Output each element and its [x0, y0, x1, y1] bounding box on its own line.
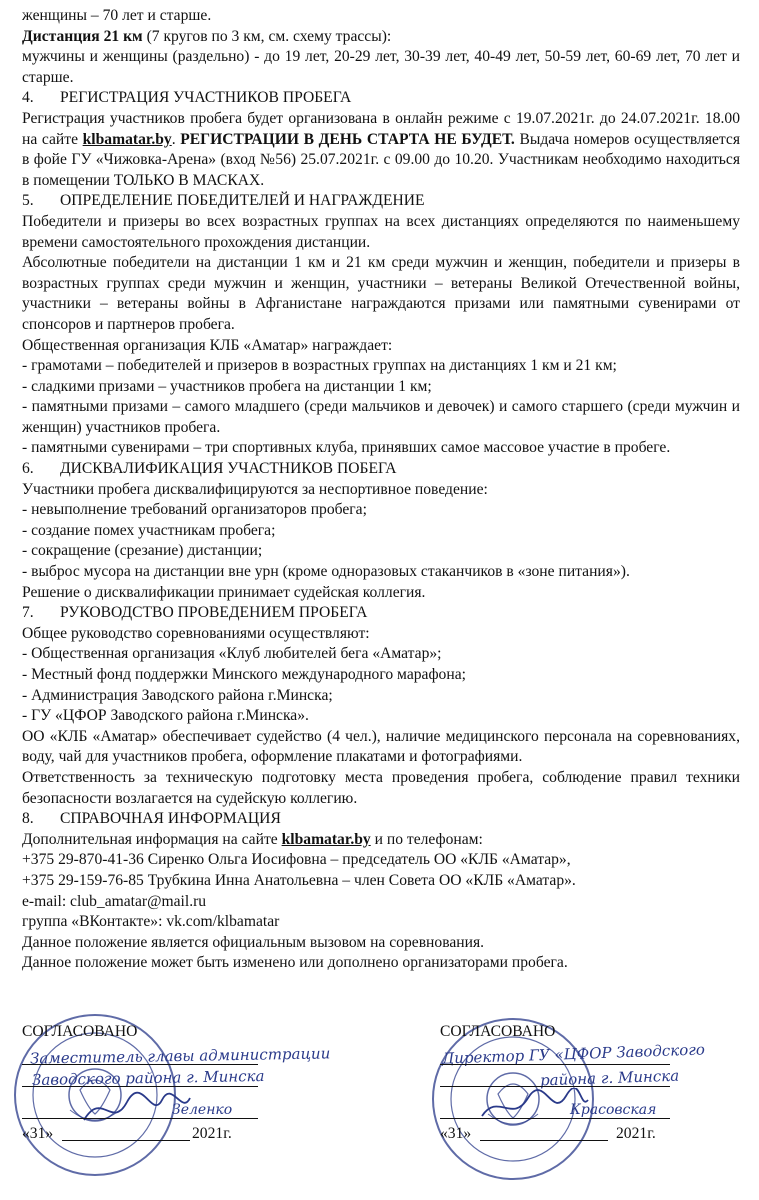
- section-title: ОПРЕДЕЛЕНИЕ ПОБЕДИТЕЛЕЙ И НАГРАЖДЕНИЕ: [60, 192, 425, 210]
- info-text-a: Дополнительная информация на сайте: [22, 830, 282, 848]
- handwritten-position: Директор ГУ «ЦФОР Заводского: [441, 1040, 706, 1068]
- section-title: ДИСКВАЛИФИКАЦИЯ УЧАСТНИКОВ ПОБЕГА: [60, 460, 397, 478]
- disqualification-list-item: - выброс мусора на дистанции вне урн (кроме одноразовых стаканчиков в «зоне питания»).: [22, 563, 630, 581]
- approval-date: [440, 1124, 740, 1145]
- disqualification-list-item: - сокращение (срезание) дистанции;: [22, 542, 263, 560]
- date-line: [62, 1140, 190, 1141]
- approval-title: СОГЛАСОВАНО: [440, 1023, 556, 1040]
- signature-line: [22, 1118, 258, 1119]
- organizer-list-item: - ГУ «ЦФОР Заводского района г.Минска».: [22, 707, 309, 725]
- award-list-item: - грамотами – победителей и призеров в возрастных группах на дистанциях 1 км и 21 км;: [22, 357, 617, 375]
- section-number: 7.: [22, 604, 34, 622]
- handwritten-surname: Красовская: [570, 1102, 657, 1118]
- section-number: 5.: [22, 192, 34, 210]
- section-heading-8: [22, 809, 740, 830]
- signature-block: [22, 1022, 740, 1192]
- vk-line: группа «ВКонтакте»: vk.com/klbamatar: [22, 913, 280, 931]
- disqualification-list-item: - создание помех участникам пробега;: [22, 521, 276, 539]
- disqualification-list-item: - невыполнение требований организаторов пробега;: [22, 501, 367, 519]
- organizer-list-item: - Общественная организация «Клуб любителей бега «Аматар»;: [22, 645, 442, 663]
- section-title: РЕГИСТРАЦИЯ УЧАСТНИКОВ ПРОБЕГА: [60, 89, 352, 107]
- final-note-2: Данное положение может быть изменено или дополнено организаторами пробега.: [22, 954, 568, 972]
- winners-paragraph-2: Абсолютные победители на дистанции 1 км и 21 км среди мужчин и женщин, победители и призеры в возрастных группах среди мужчин и женщин, участники – ветераны Великой Отечественной войны, участники – ветераны войны в Афганистане награждаются призами или памятными сувенирами от спонсоров и партнеров пробега.: [22, 254, 740, 333]
- signature-line: [440, 1118, 670, 1119]
- section-heading-5: [22, 191, 740, 212]
- signature-left: [22, 1022, 331, 1192]
- document-body: [22, 6, 740, 974]
- award-list-item: - памятными сувенирами – три спортивных клуба, принявших самое массовое участие в пробеге.: [22, 439, 671, 457]
- email-line: e-mail: club_amatar@mail.ru: [22, 892, 207, 910]
- registration-warning: РЕГИСТРАЦИИ В ДЕНЬ СТАРТА НЕ БУДЕТ.: [180, 130, 515, 148]
- organizer-list-item: - Администрация Заводского района г.Минска;: [22, 686, 333, 704]
- signature-line: [22, 1086, 258, 1087]
- section-title: СПРАВОЧНАЯ ИНФОРМАЦИЯ: [60, 810, 281, 828]
- winners-paragraph-1: Победители и призеры во всех возрастных группах на всех дистанциях определяются по наименьшему времени самостоятельного прохождения дистанции.: [22, 212, 740, 251]
- section-number: 4.: [22, 89, 34, 107]
- phone-line: +375 29-870-41-36 Сиренко Ольга Иосифовна – председатель ОО «КЛБ «Аматар»,: [22, 851, 571, 869]
- section-title: РУКОВОДСТВО ПРОВЕДЕНИЕМ ПРОБЕГА: [60, 604, 368, 622]
- phone-line: +375 29-159-76-85 Трубкина Инна Анатольевна – член Совета ОО «КЛБ «Аматар».: [22, 871, 576, 889]
- signature-line: [440, 1086, 670, 1087]
- disqualification-decision: Решение о дисквалификации принимает судейская коллегия.: [22, 583, 426, 601]
- site-link[interactable]: klbamatar.by: [82, 130, 172, 148]
- registration-text-a: Регистрация участников пробега будет организована в онлайн режиме с 19.07.2021г. до 24.07.2021г. 18.00 на сайте: [22, 109, 740, 148]
- section-number: 6.: [22, 460, 34, 478]
- distance-21-groups: мужчины и женщины (раздельно) - до 19 лет, 20-29 лет, 30-39 лет, 40-49 лет, 50-59 лет, 60-69 лет, 70 лет и старше.: [22, 48, 740, 86]
- date-year: 2021г.: [616, 1125, 656, 1142]
- date-day: «31»: [440, 1125, 472, 1142]
- handwritten-surname: Зеленко: [172, 1102, 233, 1118]
- winners-paragraph-3: Общественная организация КЛБ «Аматар» награждает:: [22, 336, 393, 354]
- section-number: 8.: [22, 810, 34, 828]
- leadership-intro: Общее руководство соревнованиями осуществляют:: [22, 624, 370, 642]
- info-text-b: и по телефонам:: [370, 830, 483, 848]
- section-heading-6: [22, 459, 740, 480]
- registration-text: [22, 109, 740, 191]
- site-link[interactable]: klbamatar.by: [281, 830, 371, 848]
- registration-text-c: Выдача номеров осуществляется в фойе ГУ «Чижовка-Арена» (вход №56) 25.07.2021г. с 09.00 до 10.20. Участникам необходимо находиться в помещении ТОЛЬКО В МАСКАХ.: [22, 130, 741, 189]
- signature-line: [22, 1064, 258, 1065]
- signature-right: [440, 1022, 740, 1192]
- approval-title: СОГЛАСОВАНО: [22, 1023, 138, 1040]
- leadership-paragraph-2: ОО «КЛБ «Аматар» обеспечивает судейство (4 чел.), наличие медицинского персонала на соревнованиях, воду, чай для участников пробега, оформление плакатами и фотографиями.: [22, 727, 740, 766]
- organizer-list-item: - Местный фонд поддержки Минского международного марафона;: [22, 666, 466, 683]
- approval-date: [22, 1124, 322, 1145]
- handwritten-position: Заместитель главы администрации: [29, 1044, 331, 1068]
- signature-line: [440, 1064, 670, 1065]
- handwritten-district: Заводского района г. Минска: [31, 1066, 265, 1090]
- distance-21-note: (7 кругов по 3 км, см. схему трассы):: [142, 27, 392, 45]
- date-year: 2021г.: [192, 1125, 232, 1142]
- date-line: [480, 1140, 608, 1141]
- registration-text-b: .: [171, 130, 181, 148]
- award-list-item: - сладкими призами – участников пробега на дистанции 1 км;: [22, 377, 432, 395]
- section-heading-4: [22, 88, 740, 109]
- final-note-1: Данное положение является официальным вызовом на соревнования.: [22, 933, 485, 951]
- age-groups-tail: женщины – 70 лет и старше.: [22, 7, 212, 24]
- distance-21-heading: [22, 27, 740, 48]
- distance-21-bold: Дистанция 21 км: [22, 27, 143, 45]
- disqualification-intro: Участники пробега дисквалифицируются за неспортивное поведение:: [22, 480, 488, 498]
- info-line: [22, 830, 740, 851]
- leadership-paragraph-3: Ответственность за техническую подготовку места проведения пробега, соблюдение правил техники безопасности возлагается на судейскую коллегию.: [22, 768, 740, 807]
- award-list-item: - памятными призами – самого младшего (среди мальчиков и девочек) и самого старшего (среди мужчин и женщин) участников пробега.: [22, 398, 740, 436]
- handwritten-district: района г. Минска: [539, 1066, 680, 1090]
- section-heading-7: [22, 603, 740, 624]
- date-day: «31»: [22, 1125, 54, 1142]
